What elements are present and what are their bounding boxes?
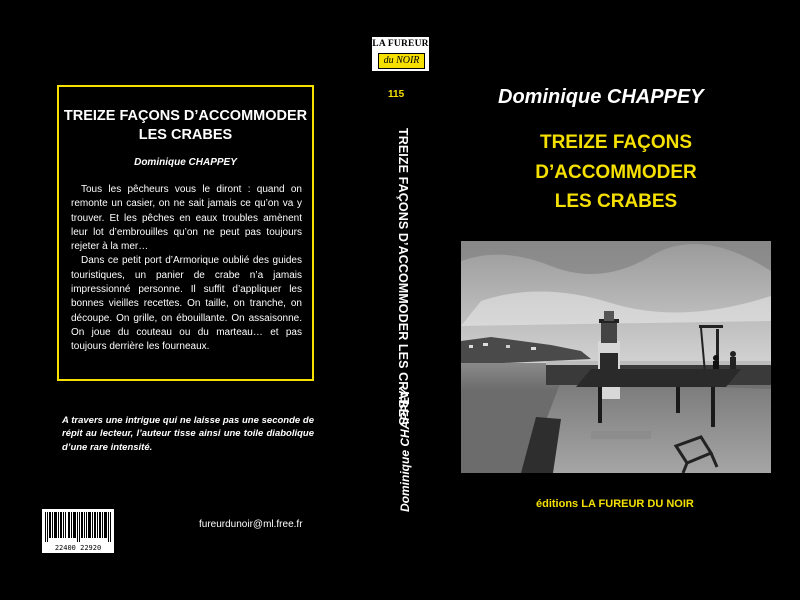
spine-title [396,128,410,425]
back-author: Dominique CHAPPEY [134,157,237,168]
front-title-line2: D’ACCOMMODER [535,161,697,183]
back-summary-paragraph1: Tous les pêcheurs vous le diront : quand on remonte un casier, on ne sait jamais ce qu’on va y trouver. Et les pêches en eaux troubles amènent leur lot d’embrouilles qu’on ne peut pas toujours rejeter à la mer… [71,184,302,253]
barcode-bars-icon [45,512,111,542]
back-cover-summary-box [57,85,314,381]
front-title-line3: LES CRABES [554,191,678,212]
front-publisher: éditions LA FUREUR DU NOIR [536,498,694,510]
front-author: Dominique CHAPPEY [498,86,704,108]
back-summary-paragraph2: Dans ce petit port d’Armorique oublié des guides touristiques, un panier de crabe n’a jamais impressionné personne. Il suffit d’appliquer les bonnes vieilles recettes. On taille, on tranche, on découpe. On grille, on ébouillante. On assaisonne. On joue du couteau ou du marteau… et pas toujours derrière les fourneaux. [71,255,302,353]
back-summary [71,183,302,355]
back-title-line1: TREIZE FAÇONS D’ACCOMMODER [63,108,308,124]
front-title-line1: TREIZE FAÇONS [539,132,692,153]
publisher-email: fureurdunoir@ml.free.fr [199,519,303,530]
publisher-logo-top: LA FUREUR [372,39,429,49]
back-title [59,107,312,145]
back-blurb: A travers une intrigue qui ne laisse pas une seconde de répit au lecteur, l’auteur tisse ainsi une toile diabolique d’une rare intensité. [62,415,314,453]
publisher-logo-bottom: du NOIR [378,53,425,69]
series-number: 115 [388,89,405,100]
barcode [42,509,114,553]
spine-author: Dominique CHAPPEY [398,388,412,512]
back-title-line2: LES CRABES [138,127,233,143]
publisher-logo [371,36,430,72]
cover-photo [461,241,771,473]
barcode-number: 22400 22920 [54,544,102,552]
spine-title-text: TREIZE FAÇONS D’ACCOMMODER LES CRABES [396,128,410,426]
front-title [470,128,762,217]
